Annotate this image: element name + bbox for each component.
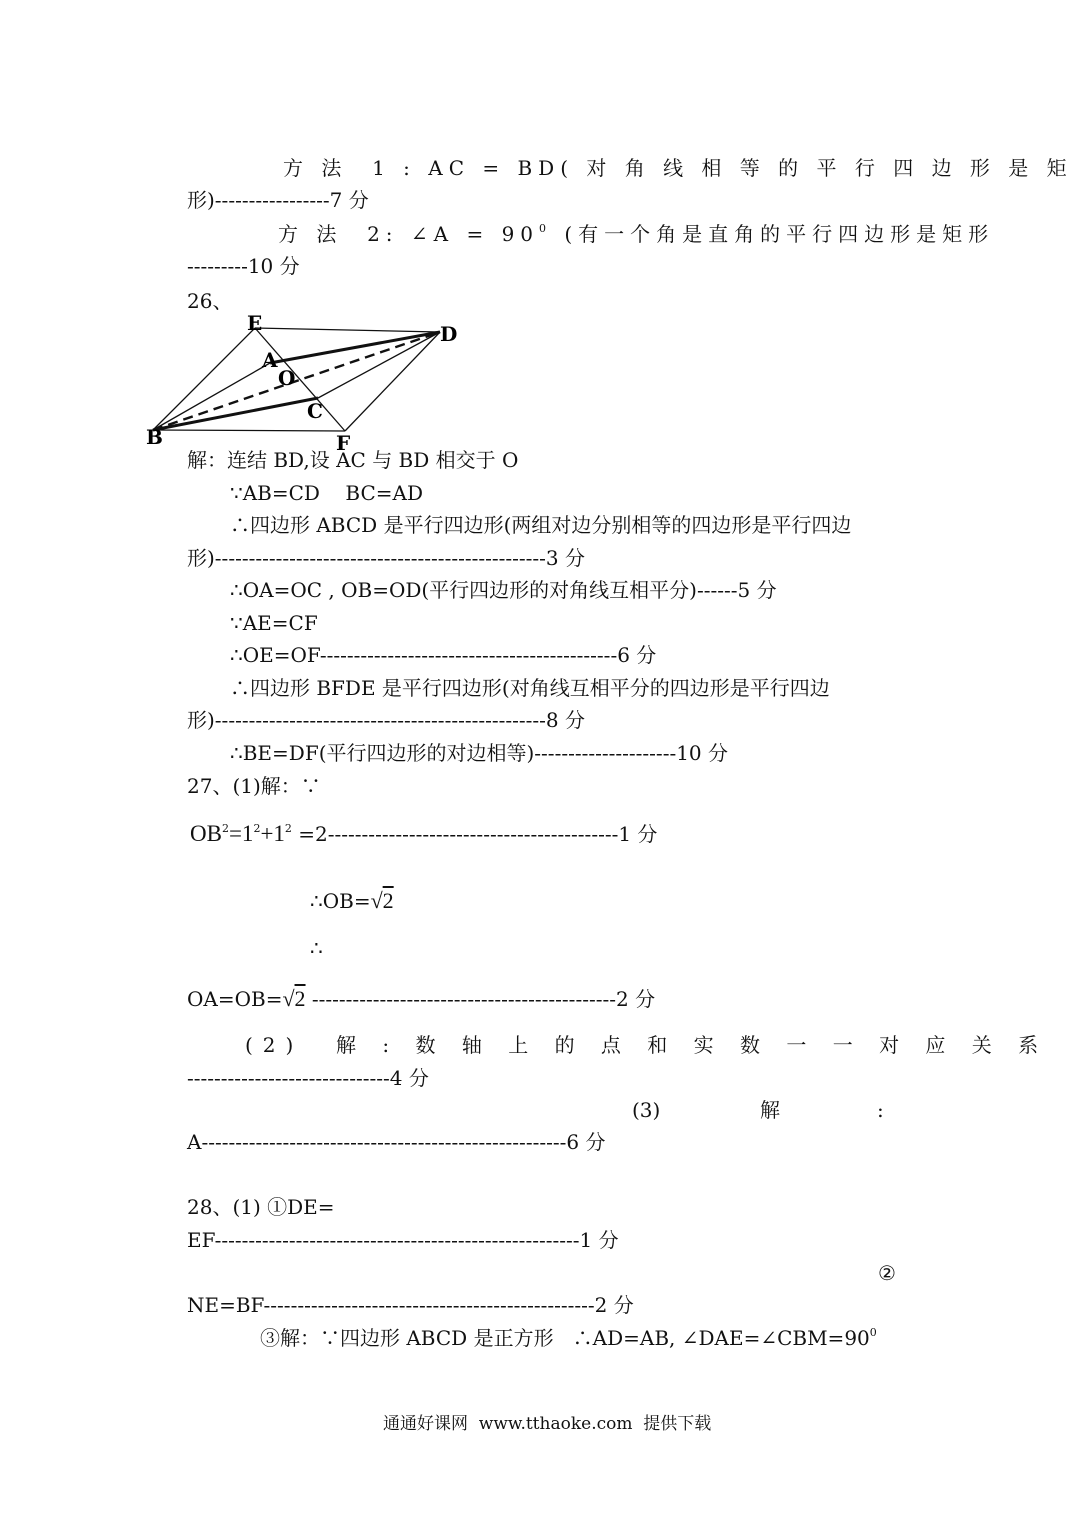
part2-line2: ------------------------------4 分 xyxy=(187,1066,429,1090)
ob-term: OB xyxy=(190,821,222,846)
question-27-header: 27、(1)解：∵ xyxy=(187,774,321,798)
exponent: 2 xyxy=(253,822,261,835)
one-term: =1 xyxy=(228,821,254,846)
circled-two: ② xyxy=(878,1261,896,1285)
footer-text: 通通好课网 www.tthaoke.com 提供下载 xyxy=(383,1414,712,1434)
solution-26-line4: 形)-------------------------------------------------3 分 xyxy=(187,546,586,570)
part3-solve: 解 xyxy=(760,1098,780,1122)
radicand: 2 xyxy=(294,986,306,1011)
solution-26-line3: ∴四边形 ABCD 是平行四边形(两组对边分别相等的四边形是平行四边 xyxy=(230,513,852,537)
method1-line2: 形)-----------------7 分 xyxy=(187,188,369,212)
plus-one-term: +1 xyxy=(260,821,285,846)
label-D: D xyxy=(440,322,458,346)
label-E: E xyxy=(247,311,263,335)
therefore-symbol: ∴ xyxy=(310,936,323,960)
sqrt-symbol: √ xyxy=(370,888,383,913)
q28-part3-text: ③解：∵四边形 ABCD 是正方形 ∴AD=AB, ∠DAE=∠CBM=90 xyxy=(260,1326,870,1350)
method2-text: 方 法 2: ∠A = 90 xyxy=(278,222,540,246)
method2-line2: ---------10 分 xyxy=(187,254,300,278)
method1-line1: 方 法 1 : AC = BD( 对 角 线 相 等 的 平 行 四 边 形 是 矩 xyxy=(283,156,1073,180)
radicand: 2 xyxy=(382,888,394,913)
parallelogram-figure xyxy=(140,305,470,455)
ob-squared-equation xyxy=(190,821,657,851)
question-28-header: 28、(1) ①DE= xyxy=(187,1195,335,1219)
degree-superscript: 0 xyxy=(869,1326,877,1339)
part3-number: (3) xyxy=(632,1098,661,1122)
solution-26-line6: ∵AE=CF xyxy=(230,611,318,635)
sqrt-symbol: √ xyxy=(282,986,295,1011)
part3-colon: : xyxy=(877,1098,884,1122)
exponent: 2 xyxy=(284,822,292,835)
sqrt-expression xyxy=(371,888,394,913)
exponent: 2 xyxy=(221,822,229,835)
solution-26-line5: ∴OA=OC , OB=OD(平行四边形的对角线互相平分)------5 分 xyxy=(230,578,777,602)
ob-prefix: ∴OB= xyxy=(310,889,371,913)
part2-line1: (2) 解 : 数 轴 上 的 点 和 实 数 一 一 对 应 关 系 xyxy=(245,1033,1049,1057)
q28-part3-line xyxy=(260,1325,877,1355)
ob-squared-result: =2-------------------------------------------1 分 xyxy=(291,822,658,846)
solution-26-line2: ∵AB=CD BC=AD xyxy=(230,481,423,505)
label-O: O xyxy=(278,366,296,390)
oa-ob-score: ---------------------------------------------2 分 xyxy=(305,987,656,1011)
label-A: A xyxy=(262,348,278,372)
method2-line1 xyxy=(278,221,994,251)
solution-26-line9: 形)-------------------------------------------------8 分 xyxy=(187,708,586,732)
sqrt-expression xyxy=(282,986,305,1011)
part3-line2: A------------------------------------------------------6 分 xyxy=(187,1130,606,1154)
label-B: B xyxy=(146,425,163,449)
solution-26-line10: ∴BE=DF(平行四边形的对边相等)---------------------10 分 xyxy=(230,741,729,765)
q28-ne-bf-line: NE=BF-------------------------------------------------2 分 xyxy=(187,1293,634,1317)
solution-26-line1: 解：连结 BD,设 AC 与 BD 相交于 O xyxy=(187,448,519,472)
label-C: C xyxy=(307,399,323,423)
degree-superscript: 0 xyxy=(539,222,553,235)
question-26-number: 26、 xyxy=(187,289,233,313)
method2-reason: (有一个角是直角的平行四边形是矩形 xyxy=(552,222,995,246)
ob-root-line xyxy=(310,888,394,914)
label-F: F xyxy=(336,431,351,455)
oa-ob-line xyxy=(187,986,655,1012)
oa-ob-prefix: OA=OB= xyxy=(187,987,283,1011)
q28-ef-line: EF------------------------------------------------------1 分 xyxy=(187,1228,619,1252)
solution-26-line8: ∴四边形 BFDE 是平行四边形(对角线互相平分的四边形是平行四边 xyxy=(230,676,830,700)
solution-26-line7: ∴OE=OF--------------------------------------------6 分 xyxy=(230,643,657,667)
